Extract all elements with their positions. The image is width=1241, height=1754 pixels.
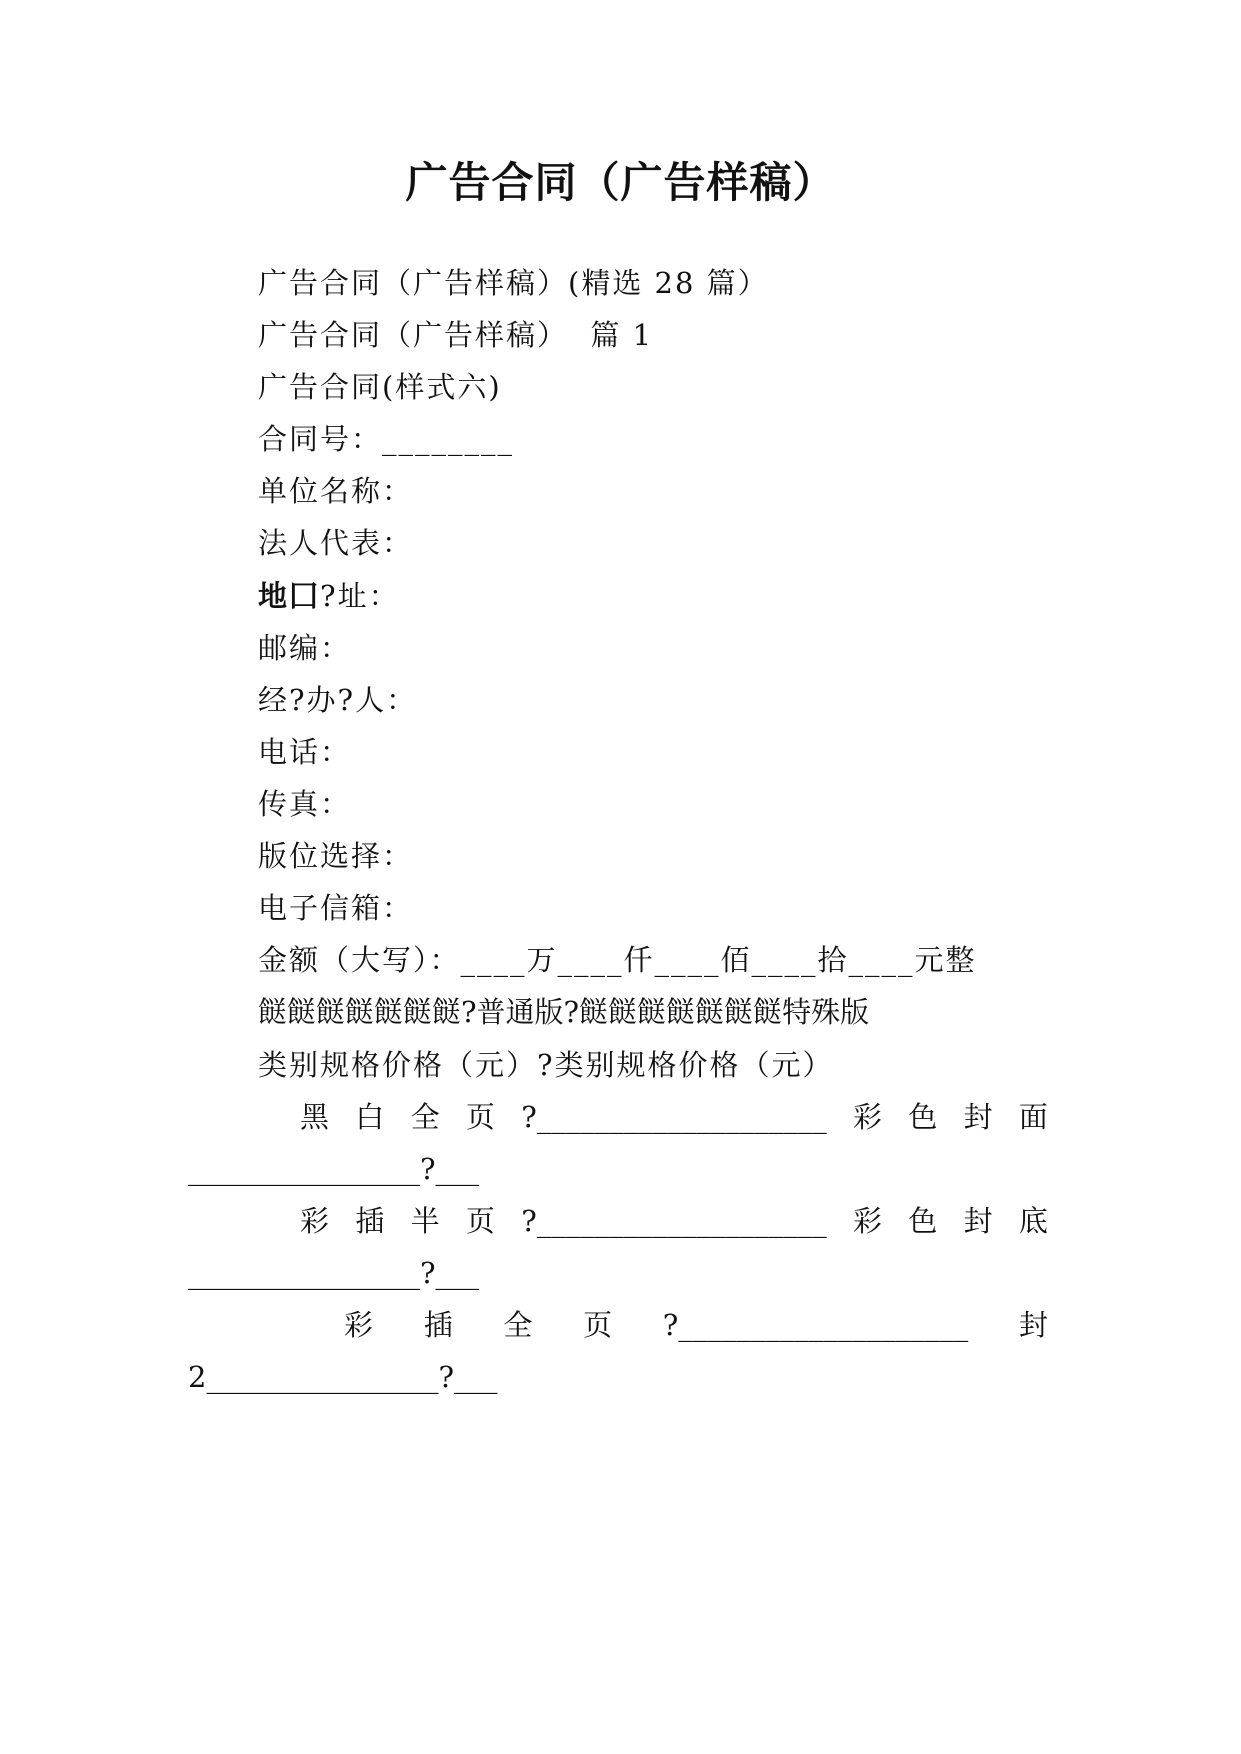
address-label-bold: 地囗 [258,579,321,613]
phone-field: 电话： [258,735,352,769]
legal-representative-field: 法人代表： [258,526,414,560]
table-cell: 插 [423,1308,453,1342]
table-cell: 彩 [853,1204,883,1238]
table-cell: 色 [908,1204,938,1238]
table-cell: 全 [503,1308,533,1342]
table-row-continuation: ________________?___ [188,1256,480,1290]
document-line: 广告合同（广告样稿）(精选 28 篇） [258,266,769,300]
table-cell: 封 [963,1204,993,1238]
table-cell: 彩 [853,1100,883,1134]
amount-field: 金额（大写）：____万____仟____佰____拾____元整 [258,943,977,977]
document-title: 广告合同（广告样稿） [405,158,836,207]
table-cell: 彩 [300,1204,330,1238]
table-cell: 底 [1018,1204,1048,1238]
address-label-rest: ?址： [320,579,400,613]
table-row [300,1097,1048,1137]
fax-field: 传真： [258,787,352,821]
table-row-continuation: 2________________?___ [188,1360,498,1394]
document-line: 广告合同（广告样稿） 篇 1 [258,318,654,352]
table-cell: 页 [465,1100,495,1134]
document-line: 广告合同(样式六) [258,370,502,404]
table-cell: 全 [410,1100,440,1134]
contract-number-field: 合同号：________ [258,422,515,456]
table-cell: 彩 [344,1308,374,1342]
table-cell: 面 [1018,1100,1048,1134]
edition-header-line: 餸餸餸餸餸餸餸?普通版?餸餸餸餸餸餸餸特殊版 [258,995,870,1029]
table-cell: 封 [1018,1308,1048,1342]
unit-name-field: 单位名称： [258,474,414,508]
table-cell: 白 [355,1100,385,1134]
layout-choice-field: 版位选择： [258,839,414,873]
table-row [344,1305,1048,1345]
table-cell: 插 [355,1204,385,1238]
table-cell: 封 [963,1100,993,1134]
table-cell: 半 [410,1204,440,1238]
handler-field: 经?办?人： [258,683,418,717]
table-cell: 页 [465,1204,495,1238]
table-cell-blank: ?____________________ [521,1204,827,1238]
postcode-field: 邮编： [258,631,352,665]
address-field [258,576,400,616]
email-field: 电子信箱： [258,891,414,925]
table-cell: 页 [583,1308,613,1342]
table-row-continuation: ________________?___ [188,1152,480,1186]
table-row [300,1201,1048,1241]
table-cell: 黑 [300,1100,330,1134]
table-cell-blank: ?____________________ [521,1100,827,1134]
table-cell: 色 [908,1100,938,1134]
table-header-line: 类别规格价格（元）?类别规格价格（元） [258,1048,834,1082]
table-cell-blank: ?____________________ [662,1308,969,1342]
